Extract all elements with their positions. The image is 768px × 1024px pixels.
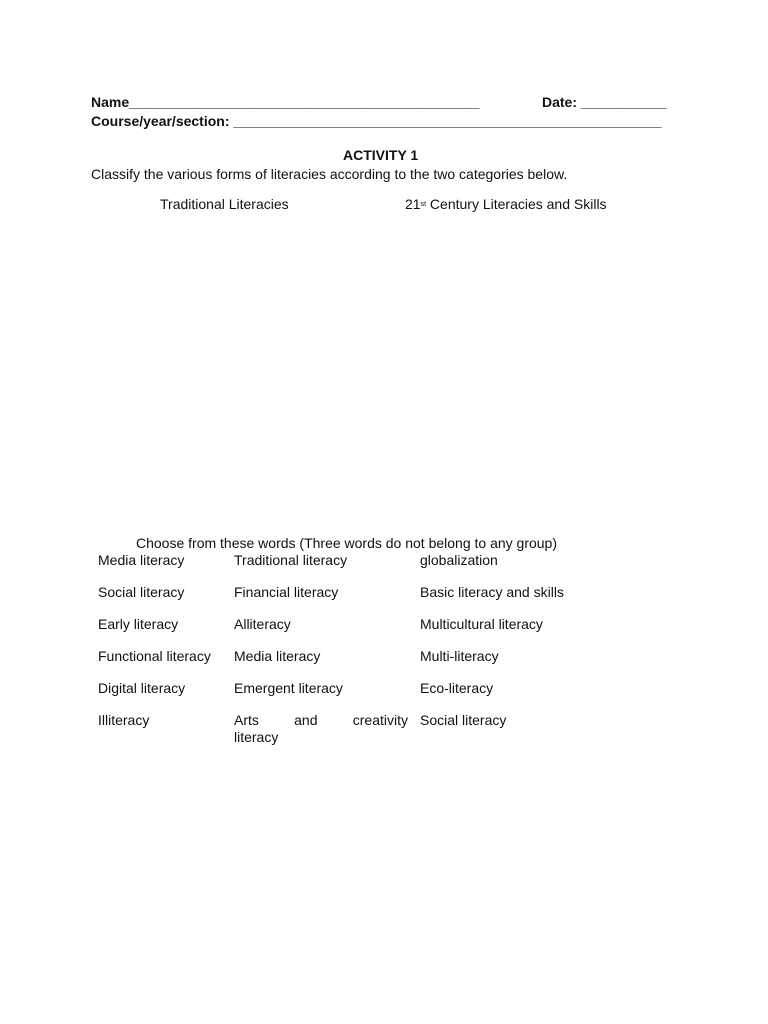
- table-row: [92, 549, 586, 581]
- word-cell: Digital literacy: [98, 680, 186, 696]
- word-fragment: Arts: [234, 712, 259, 728]
- word-cell: Emergent literacy: [234, 680, 343, 696]
- century-ordinal-suffix: st: [420, 201, 427, 208]
- name-field-line: Name_____________________________________________: [91, 94, 480, 110]
- word-cell: Functional literacy: [98, 648, 211, 664]
- activity-instruction: Classify the various forms of literacies according to the two categories below.: [91, 166, 568, 182]
- date-field-line: Date: ___________: [542, 94, 667, 110]
- word-cell: Social literacy: [420, 712, 507, 728]
- word-cell: Social literacy: [98, 584, 185, 600]
- table-row: [92, 581, 586, 613]
- table-row: [92, 645, 586, 677]
- word-cell: Multi-literacy: [420, 648, 499, 664]
- table-row: [92, 677, 586, 709]
- century-heading-rest: Century Literacies and Skills: [426, 196, 607, 212]
- word-cell: Traditional literacy: [234, 552, 348, 568]
- word-cell: Media literacy: [234, 648, 321, 664]
- activity-title: ACTIVITY 1: [343, 147, 419, 163]
- word-cell: Multicultural literacy: [420, 616, 543, 632]
- word-fragment: and: [294, 712, 318, 728]
- word-cell: Basic literacy and skills: [420, 584, 564, 600]
- category-traditional-heading: Traditional Literacies: [160, 196, 289, 212]
- word-fragment: creativity: [352, 712, 408, 728]
- justified-line: [234, 712, 408, 729]
- word-fragment-line: literacy: [234, 729, 279, 745]
- word-cell: Media literacy: [98, 552, 185, 568]
- word-cell: globalization: [420, 552, 498, 568]
- word-cell: Eco-literacy: [420, 680, 494, 696]
- word-cell: Illiteracy: [98, 712, 150, 728]
- word-bank-note: Choose from these words (Three words do not belong to any group): [136, 535, 558, 551]
- word-cell: Early literacy: [98, 616, 179, 632]
- table-row: [92, 613, 586, 645]
- table-row: [92, 709, 586, 758]
- word-bank-table: [92, 549, 586, 758]
- word-cell-arts-creativity: [228, 709, 414, 758]
- category-21st-century-heading: [405, 196, 607, 212]
- course-field-line: Course/year/section: _______________________________________________________: [91, 113, 662, 129]
- word-cell: Alliteracy: [234, 616, 291, 632]
- century-number: 21: [405, 196, 421, 212]
- word-cell: Financial literacy: [234, 584, 339, 600]
